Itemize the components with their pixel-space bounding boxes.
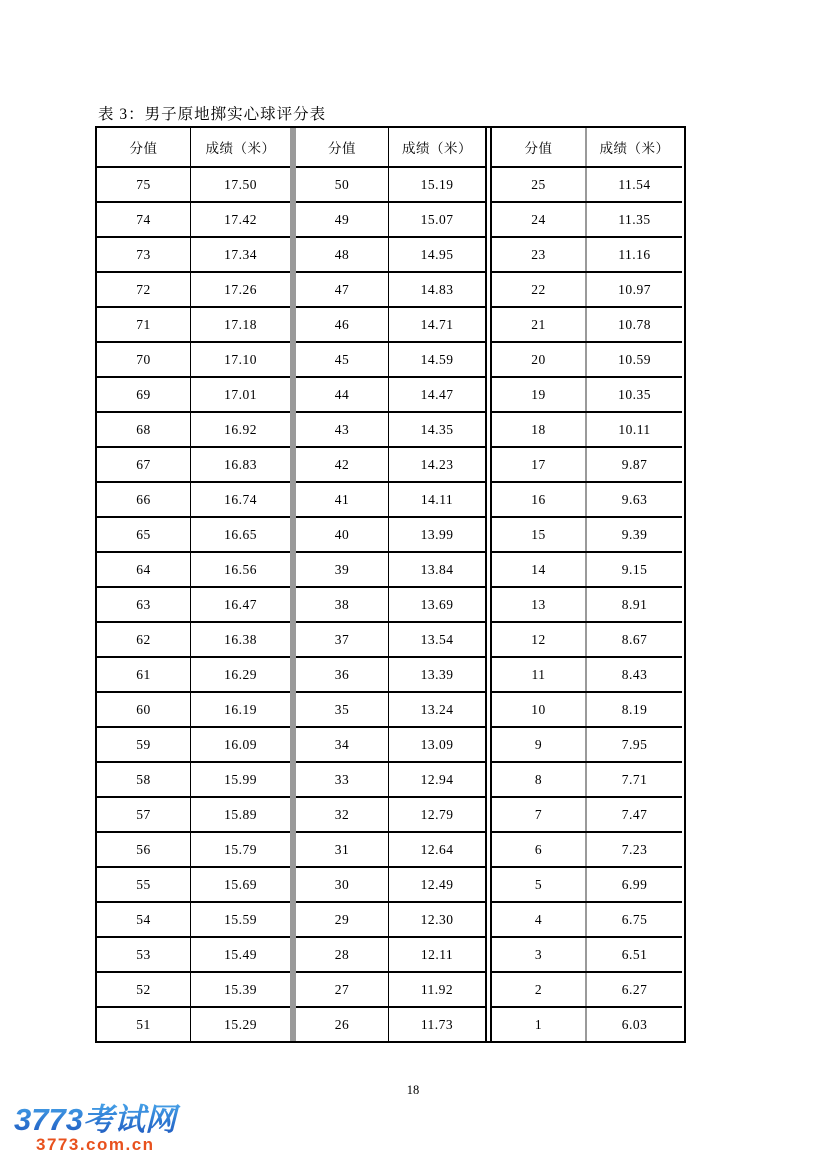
distance-cell: 10.11 xyxy=(585,413,682,446)
distance-cell: 15.59 xyxy=(190,903,290,936)
score-cell: 45 xyxy=(334,351,350,367)
page-number: 18 xyxy=(406,1083,420,1097)
table-row xyxy=(296,341,485,376)
table-row xyxy=(97,866,290,901)
score-cell: 13 xyxy=(531,596,546,612)
distance-cell: 15.07 xyxy=(388,203,485,236)
score-table xyxy=(95,126,686,1043)
score-cell: 23 xyxy=(531,246,546,262)
distance-cell: 15.79 xyxy=(190,833,290,866)
score-cell: 7 xyxy=(534,806,543,822)
table-row xyxy=(492,621,682,656)
score-cell: 6 xyxy=(534,841,543,857)
distance-cell: 11.92 xyxy=(388,973,485,1006)
header-distance: 成绩（米） xyxy=(388,128,485,166)
distance-cell: 13.39 xyxy=(388,658,485,691)
table-row xyxy=(296,201,485,236)
score-cell: 29 xyxy=(334,911,350,927)
score-cell: 52 xyxy=(136,981,151,997)
table-row xyxy=(97,306,290,341)
score-cell: 26 xyxy=(334,1016,350,1032)
distance-cell: 17.10 xyxy=(190,343,290,376)
distance-cell: 12.49 xyxy=(388,868,485,901)
score-cell: 58 xyxy=(136,771,151,787)
table-row xyxy=(492,271,682,306)
table-row xyxy=(492,446,682,481)
score-cell: 69 xyxy=(136,386,151,402)
score-cell: 35 xyxy=(334,701,350,717)
distance-cell: 7.95 xyxy=(585,728,682,761)
distance-cell: 15.29 xyxy=(190,1008,290,1041)
score-cell: 36 xyxy=(334,666,350,682)
distance-cell: 6.51 xyxy=(585,938,682,971)
table-row xyxy=(296,726,485,761)
table-row xyxy=(296,446,485,481)
score-cell: 51 xyxy=(136,1016,151,1032)
table-row xyxy=(97,936,290,971)
distance-cell: 14.23 xyxy=(388,448,485,481)
score-cell: 11 xyxy=(531,666,546,682)
score-cell: 9 xyxy=(534,736,543,752)
table-row xyxy=(97,726,290,761)
table-row xyxy=(492,726,682,761)
distance-cell: 11.16 xyxy=(585,238,682,271)
score-cell: 17 xyxy=(531,456,546,472)
distance-cell: 6.99 xyxy=(585,868,682,901)
table-row xyxy=(492,236,682,271)
table-row xyxy=(492,901,682,936)
table-row xyxy=(97,446,290,481)
table-row xyxy=(296,831,485,866)
score-cell: 57 xyxy=(136,806,151,822)
table-row xyxy=(492,656,682,691)
score-cell: 4 xyxy=(534,911,543,927)
distance-cell: 16.92 xyxy=(190,413,290,446)
distance-cell: 16.47 xyxy=(190,588,290,621)
table-row xyxy=(97,1006,290,1041)
distance-cell: 7.23 xyxy=(585,833,682,866)
table-row xyxy=(296,586,485,621)
distance-cell: 17.26 xyxy=(190,273,290,306)
table-row xyxy=(296,411,485,446)
distance-cell: 10.97 xyxy=(585,273,682,306)
distance-cell: 15.39 xyxy=(190,973,290,1006)
table-row xyxy=(296,656,485,691)
distance-cell: 7.71 xyxy=(585,763,682,796)
table-row xyxy=(492,411,682,446)
table-row xyxy=(296,901,485,936)
distance-cell: 11.54 xyxy=(585,168,682,201)
distance-cell: 17.34 xyxy=(190,238,290,271)
distance-cell: 16.83 xyxy=(190,448,290,481)
table-body xyxy=(492,166,682,1041)
score-cell: 14 xyxy=(531,561,546,577)
score-cell: 60 xyxy=(136,701,151,717)
distance-cell: 17.50 xyxy=(190,168,290,201)
score-cell: 75 xyxy=(136,176,151,192)
distance-cell: 16.09 xyxy=(190,728,290,761)
table-row xyxy=(296,166,485,201)
score-cell: 34 xyxy=(334,736,350,752)
table-row xyxy=(296,866,485,901)
table-row xyxy=(97,831,290,866)
table-column-pair-2 xyxy=(296,128,485,1041)
distance-cell: 17.42 xyxy=(190,203,290,236)
score-cell: 73 xyxy=(136,246,151,262)
distance-cell: 16.74 xyxy=(190,483,290,516)
table-row xyxy=(296,796,485,831)
table-row xyxy=(296,971,485,1006)
distance-cell: 14.71 xyxy=(388,308,485,341)
distance-cell: 17.18 xyxy=(190,308,290,341)
score-cell: 10 xyxy=(531,701,546,717)
header-score: 分值 xyxy=(524,141,553,156)
score-cell: 74 xyxy=(136,211,151,227)
score-cell: 59 xyxy=(136,736,151,752)
distance-cell: 17.01 xyxy=(190,378,290,411)
table-row xyxy=(97,971,290,1006)
distance-cell: 13.84 xyxy=(388,553,485,586)
table-header-row xyxy=(296,128,485,166)
table-row xyxy=(296,936,485,971)
score-cell: 56 xyxy=(136,841,151,857)
table-row xyxy=(296,621,485,656)
score-cell: 24 xyxy=(531,211,546,227)
table-row xyxy=(492,866,682,901)
header-score: 分值 xyxy=(328,141,356,156)
table-column-pair-3 xyxy=(492,128,682,1041)
distance-cell: 16.38 xyxy=(190,623,290,656)
table-row xyxy=(97,586,290,621)
table-header-row xyxy=(492,128,682,166)
score-cell: 18 xyxy=(531,421,546,437)
score-cell: 67 xyxy=(136,456,151,472)
distance-cell: 16.65 xyxy=(190,518,290,551)
table-row xyxy=(97,901,290,936)
score-cell: 20 xyxy=(531,351,546,367)
distance-cell: 11.35 xyxy=(585,203,682,236)
table-row xyxy=(492,166,682,201)
table-body xyxy=(97,166,290,1041)
score-cell: 40 xyxy=(334,526,350,542)
table-row xyxy=(296,236,485,271)
score-cell: 1 xyxy=(534,1016,543,1032)
site-logo-text: 3773考试网 xyxy=(14,1103,194,1137)
distance-cell: 13.09 xyxy=(388,728,485,761)
table-row xyxy=(492,1006,682,1041)
table-column-pair-1 xyxy=(97,128,290,1041)
distance-cell: 12.30 xyxy=(388,903,485,936)
table-row xyxy=(296,306,485,341)
table-title: 表 3：男子原地掷实心球评分表 xyxy=(98,106,327,123)
table-row xyxy=(492,796,682,831)
site-logo[interactable] xyxy=(14,1103,194,1155)
distance-cell: 9.87 xyxy=(585,448,682,481)
distance-cell: 14.83 xyxy=(388,273,485,306)
table-row xyxy=(97,341,290,376)
score-cell: 53 xyxy=(136,946,151,962)
score-cell: 21 xyxy=(531,316,546,332)
score-cell: 16 xyxy=(531,491,546,507)
table-divider-double-line xyxy=(485,128,492,1041)
site-logo-url: 3773.com.cn xyxy=(36,1135,155,1155)
distance-cell: 14.35 xyxy=(388,413,485,446)
table-row xyxy=(97,621,290,656)
score-cell: 32 xyxy=(334,806,350,822)
distance-cell: 6.75 xyxy=(585,903,682,936)
table-row xyxy=(492,551,682,586)
distance-cell: 9.15 xyxy=(585,553,682,586)
score-cell: 62 xyxy=(136,631,151,647)
distance-cell: 12.64 xyxy=(388,833,485,866)
distance-cell: 15.49 xyxy=(190,938,290,971)
table-header-row xyxy=(97,128,290,166)
table-row xyxy=(97,271,290,306)
table-row xyxy=(296,551,485,586)
score-cell: 46 xyxy=(334,316,350,332)
distance-cell: 6.27 xyxy=(585,973,682,1006)
table-row xyxy=(492,936,682,971)
score-cell: 8 xyxy=(534,771,543,787)
table-row xyxy=(97,796,290,831)
score-cell: 3 xyxy=(534,946,543,962)
score-cell: 5 xyxy=(534,876,543,892)
header-distance: 成绩（米） xyxy=(190,128,290,166)
score-cell: 70 xyxy=(136,351,151,367)
distance-cell: 10.78 xyxy=(585,308,682,341)
distance-cell: 14.11 xyxy=(388,483,485,516)
score-cell: 31 xyxy=(334,841,350,857)
distance-cell: 13.24 xyxy=(388,693,485,726)
score-cell: 28 xyxy=(334,946,350,962)
distance-cell: 15.19 xyxy=(388,168,485,201)
distance-cell: 12.94 xyxy=(388,763,485,796)
distance-cell: 13.99 xyxy=(388,518,485,551)
score-cell: 25 xyxy=(531,176,546,192)
score-cell: 65 xyxy=(136,526,151,542)
distance-cell: 14.95 xyxy=(388,238,485,271)
score-cell: 22 xyxy=(531,281,546,297)
table-row xyxy=(97,656,290,691)
table-row xyxy=(492,516,682,551)
score-cell: 12 xyxy=(531,631,546,647)
table-row xyxy=(296,516,485,551)
distance-cell: 8.67 xyxy=(585,623,682,656)
score-cell: 71 xyxy=(136,316,151,332)
distance-cell: 10.35 xyxy=(585,378,682,411)
distance-cell: 16.56 xyxy=(190,553,290,586)
score-cell: 33 xyxy=(334,771,350,787)
distance-cell: 6.03 xyxy=(585,1008,682,1041)
table-row xyxy=(296,481,485,516)
table-row xyxy=(492,376,682,411)
distance-cell: 10.59 xyxy=(585,343,682,376)
header-score: 分值 xyxy=(129,141,158,156)
score-cell: 41 xyxy=(334,491,350,507)
table-row xyxy=(492,341,682,376)
table-row xyxy=(97,516,290,551)
distance-cell: 8.91 xyxy=(585,588,682,621)
distance-cell: 16.29 xyxy=(190,658,290,691)
score-cell: 30 xyxy=(334,876,350,892)
header-distance: 成绩（米） xyxy=(585,128,682,166)
distance-cell: 9.39 xyxy=(585,518,682,551)
distance-cell: 15.99 xyxy=(190,763,290,796)
score-cell: 44 xyxy=(334,386,350,402)
distance-cell: 11.73 xyxy=(388,1008,485,1041)
distance-cell: 8.43 xyxy=(585,658,682,691)
score-cell: 19 xyxy=(531,386,546,402)
score-cell: 48 xyxy=(334,246,350,262)
table-row xyxy=(97,481,290,516)
score-cell: 64 xyxy=(136,561,151,577)
table-row xyxy=(492,691,682,726)
table-row xyxy=(97,376,290,411)
score-cell: 2 xyxy=(534,981,543,997)
table-row xyxy=(97,761,290,796)
table-row xyxy=(97,236,290,271)
score-cell: 43 xyxy=(334,421,350,437)
distance-cell: 13.54 xyxy=(388,623,485,656)
table-row xyxy=(97,691,290,726)
table-row xyxy=(296,376,485,411)
score-cell: 68 xyxy=(136,421,151,437)
score-cell: 66 xyxy=(136,491,151,507)
score-cell: 50 xyxy=(334,176,350,192)
score-cell: 42 xyxy=(334,456,350,472)
table-row xyxy=(492,481,682,516)
table-row xyxy=(97,551,290,586)
score-cell: 61 xyxy=(136,666,151,682)
table-row xyxy=(492,831,682,866)
table-row xyxy=(492,971,682,1006)
score-cell: 38 xyxy=(334,596,350,612)
score-cell: 15 xyxy=(531,526,546,542)
score-cell: 27 xyxy=(334,981,350,997)
score-cell: 63 xyxy=(136,596,151,612)
score-cell: 39 xyxy=(334,561,350,577)
table-row xyxy=(492,586,682,621)
distance-cell: 8.19 xyxy=(585,693,682,726)
distance-cell: 14.59 xyxy=(388,343,485,376)
score-cell: 49 xyxy=(334,211,350,227)
table-row xyxy=(296,761,485,796)
distance-cell: 16.19 xyxy=(190,693,290,726)
table-row xyxy=(97,411,290,446)
table-row xyxy=(492,306,682,341)
table-row xyxy=(492,761,682,796)
distance-cell: 7.47 xyxy=(585,798,682,831)
distance-cell: 15.89 xyxy=(190,798,290,831)
distance-cell: 14.47 xyxy=(388,378,485,411)
score-cell: 55 xyxy=(136,876,151,892)
table-row xyxy=(97,201,290,236)
table-row xyxy=(296,1006,485,1041)
score-cell: 72 xyxy=(136,281,151,297)
distance-cell: 12.11 xyxy=(388,938,485,971)
distance-cell: 13.69 xyxy=(388,588,485,621)
table-row xyxy=(492,201,682,236)
table-row xyxy=(296,271,485,306)
table-body xyxy=(296,166,485,1041)
score-cell: 47 xyxy=(334,281,350,297)
distance-cell: 9.63 xyxy=(585,483,682,516)
table-row xyxy=(97,166,290,201)
distance-cell: 12.79 xyxy=(388,798,485,831)
score-cell: 37 xyxy=(334,631,350,647)
distance-cell: 15.69 xyxy=(190,868,290,901)
score-cell: 54 xyxy=(136,911,151,927)
table-row xyxy=(296,691,485,726)
